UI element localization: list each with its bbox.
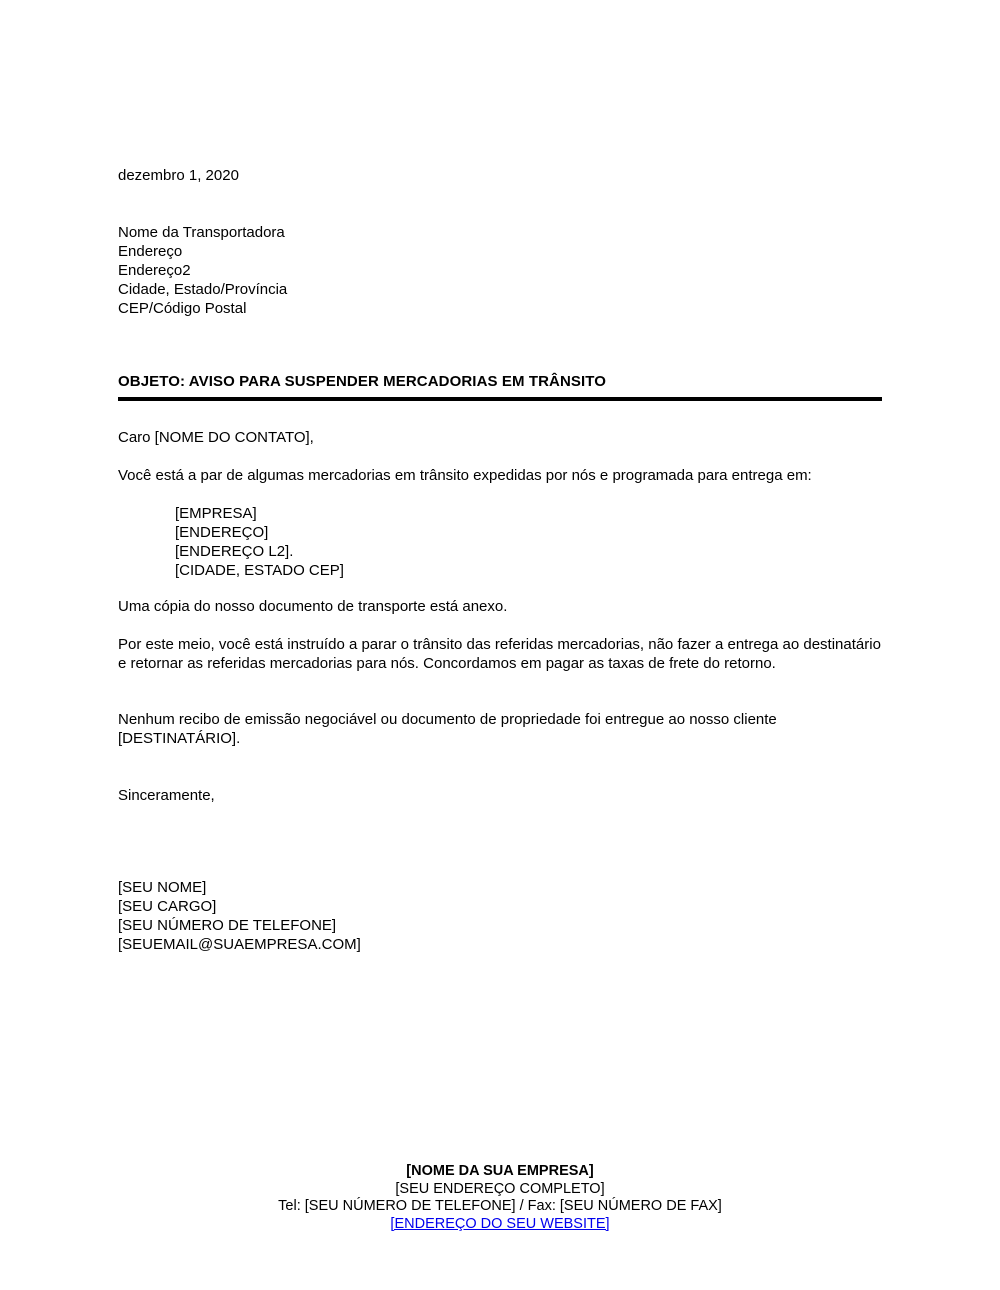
signature-block — [118, 878, 882, 954]
recipient-line: CEP/Código Postal — [118, 300, 247, 317]
recipient-line: Endereço — [118, 243, 183, 260]
recipient-line: Nome da Transportadora — [118, 224, 285, 241]
footer-website-link[interactable]: [ENDEREÇO DO SEU WEBSITE] — [390, 1215, 610, 1232]
recipient-line: Endereço2 — [118, 262, 191, 279]
ship-to-address-block — [118, 504, 882, 580]
ship-to-line: [CIDADE, ESTADO CEP] — [175, 562, 344, 579]
salutation: Caro [NOME DO CONTATO], — [118, 429, 314, 446]
ship-to-line: [EMPRESA] — [175, 505, 257, 522]
paragraph-intro: Você está a par de algumas mercadorias em trânsito expedidas por nós e programada para entrega em: — [118, 467, 812, 484]
signature-line: [SEU CARGO] — [118, 898, 217, 915]
paragraph-attachment: Uma cópia do nosso documento de transporte está anexo. — [118, 598, 508, 615]
paragraph-instruction: Por este meio, você está instruído a parar o trânsito das referidas mercadorias, não fazer a entrega ao destinatário e retornar as referidas mercadorias para nós. Concordamos em pagar as taxas de frete do retorno. — [118, 636, 881, 672]
closing: Sinceramente, — [118, 787, 215, 804]
signature-line: [SEU NOME] — [118, 879, 207, 896]
footer-phone-fax: Tel: [SEU NÚMERO DE TELEFONE] / Fax: [SEU NÚMERO DE FAX] — [278, 1198, 722, 1214]
recipient-address-block — [118, 223, 882, 318]
letter-date: dezembro 1, 2020 — [118, 167, 239, 184]
signature-line: [SEUEMAIL@SUAEMPRESA.COM] — [118, 936, 361, 953]
paragraph-receipt: Nenhum recibo de emissão negociável ou documento de propriedade foi entregue ao nosso cliente [DESTINATÁRIO]. — [118, 711, 777, 747]
recipient-line: Cidade, Estado/Província — [118, 281, 288, 298]
footer-address: [SEU ENDEREÇO COMPLETO] — [395, 1180, 605, 1197]
footer-company-name: [NOME DA SUA EMPRESA] — [406, 1163, 594, 1179]
ship-to-line: [ENDEREÇO L2]. — [175, 543, 294, 560]
ship-to-line: [ENDEREÇO] — [175, 524, 269, 541]
signature-line: [SEU NÚMERO DE TELEFONE] — [118, 917, 337, 934]
subject-line: OBJETO: AVISO PARA SUSPENDER MERCADORIAS EM TRÂNSITO — [118, 373, 607, 390]
letter-footer — [0, 1163, 1000, 1233]
subject-divider-rule — [118, 397, 882, 401]
